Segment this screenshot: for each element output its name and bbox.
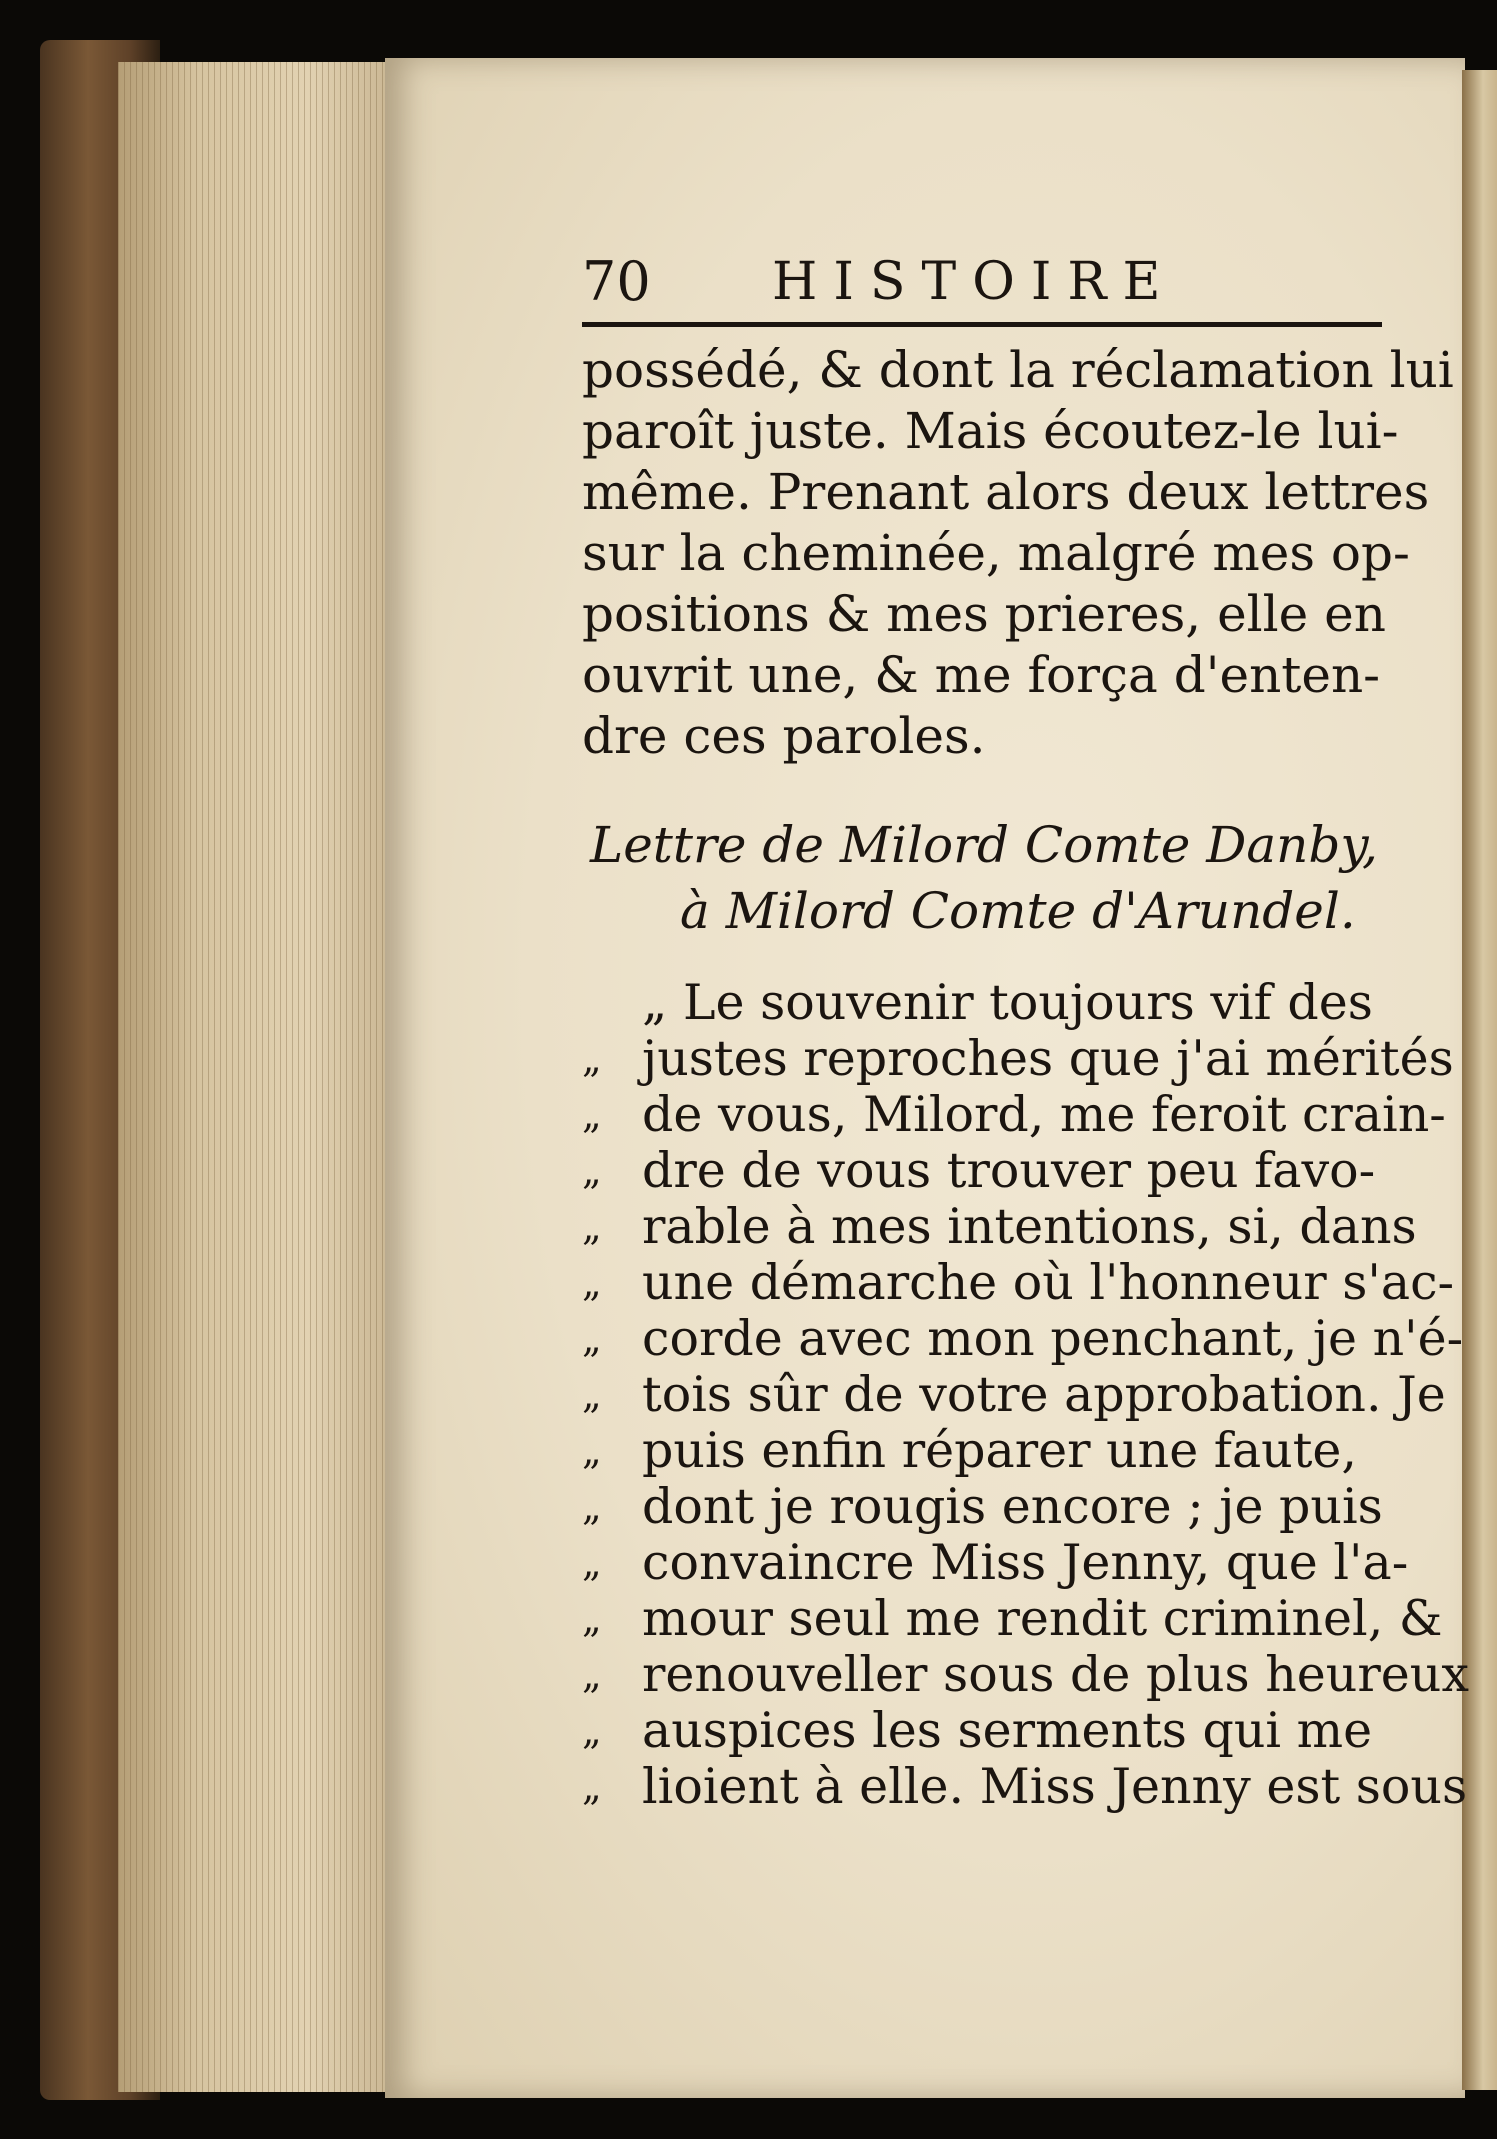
letter-line — [582, 1535, 1412, 1591]
running-title: HISTOIRE — [772, 252, 1177, 312]
quote-mark: „ — [582, 1317, 604, 1361]
letter-text: „ Le souvenir toujours vif des — [642, 974, 1373, 1031]
letter-line — [582, 1703, 1412, 1759]
letter-line — [582, 1423, 1412, 1479]
page-header — [582, 252, 1382, 312]
letter-text: puis enfin réparer une faute, — [642, 1422, 1357, 1479]
quote-mark: „ — [582, 1261, 604, 1305]
quote-mark: „ — [582, 1093, 604, 1137]
header-rule — [582, 322, 1382, 327]
letter-line — [582, 1030, 1454, 1087]
letter-text: auspices les serments qui me — [642, 1702, 1373, 1759]
quote-mark: „ — [582, 1541, 604, 1585]
letter-text: justes reproches que j'ai mérités — [642, 1030, 1454, 1087]
letter-text: de vous, Milord, me feroit crain- — [642, 1086, 1446, 1143]
letter-line — [582, 1143, 1412, 1199]
quote-mark: „ — [582, 1653, 604, 1697]
letter-line — [582, 1646, 1469, 1703]
quote-mark: „ — [582, 1205, 604, 1249]
body-line: même. Prenant alors deux lettres — [582, 463, 1430, 521]
letter-line — [582, 1366, 1446, 1423]
letter-text: tois sûr de votre approbation. Je — [642, 1366, 1446, 1423]
page-edges — [118, 62, 388, 2092]
body-line: possédé, & dont la réclamation lui — [582, 341, 1454, 399]
letter-heading — [590, 812, 1410, 944]
quote-mark: „ — [582, 1429, 604, 1473]
letter-heading-line-2: à Milord Comte d'Arundel. — [680, 882, 1356, 940]
page-number: 70 — [582, 250, 651, 313]
quote-mark: „ — [582, 1485, 604, 1529]
letter-line — [582, 1758, 1468, 1815]
letter-line — [582, 1086, 1446, 1143]
letter-text: rable à mes intentions, si, dans — [642, 1198, 1417, 1255]
letter-text: lioient à elle. Miss Jenny est sous — [642, 1758, 1468, 1815]
letter-text: convaincre Miss Jenny, que l'a- — [642, 1534, 1409, 1591]
letter-body — [582, 974, 1469, 1815]
body-line: positions & mes prieres, elle en — [582, 585, 1386, 643]
letter-line — [582, 1479, 1412, 1535]
quote-mark: „ — [582, 1149, 604, 1193]
body-line: dre ces paroles. — [582, 707, 986, 765]
letter-text: dre de vous trouver peu favo- — [642, 1142, 1376, 1199]
quote-mark: „ — [582, 1597, 604, 1641]
letter-text: mour seul me rendit criminel, & — [642, 1590, 1443, 1647]
body-line: ouvrit une, & me força d'enten- — [582, 646, 1381, 704]
body-line: paroît juste. Mais écoutez-le lui- — [582, 402, 1399, 460]
quote-mark: „ — [582, 1037, 604, 1081]
letter-line — [582, 1254, 1455, 1311]
letter-line — [582, 1590, 1443, 1647]
letter-line — [582, 1198, 1417, 1255]
quote-mark: „ — [582, 1373, 604, 1417]
letter-text: corde avec mon penchant, je n'é- — [642, 1310, 1464, 1367]
letter-heading-line-1: Lettre de Milord Comte Danby, — [590, 816, 1378, 874]
body-paragraph — [582, 340, 1454, 767]
letter-text: renouveller sous de plus heureux — [642, 1646, 1469, 1703]
facing-page-edge — [1462, 70, 1497, 2090]
body-line: sur la cheminée, malgré mes op- — [582, 524, 1410, 582]
letter-text: dont je rougis encore ; je puis — [642, 1478, 1383, 1535]
letter-text: une démarche où l'honneur s'ac- — [642, 1254, 1455, 1311]
quote-mark: „ — [582, 1765, 604, 1809]
quote-mark: „ — [582, 1709, 604, 1753]
letter-line — [582, 975, 1412, 1031]
letter-line — [582, 1310, 1464, 1367]
